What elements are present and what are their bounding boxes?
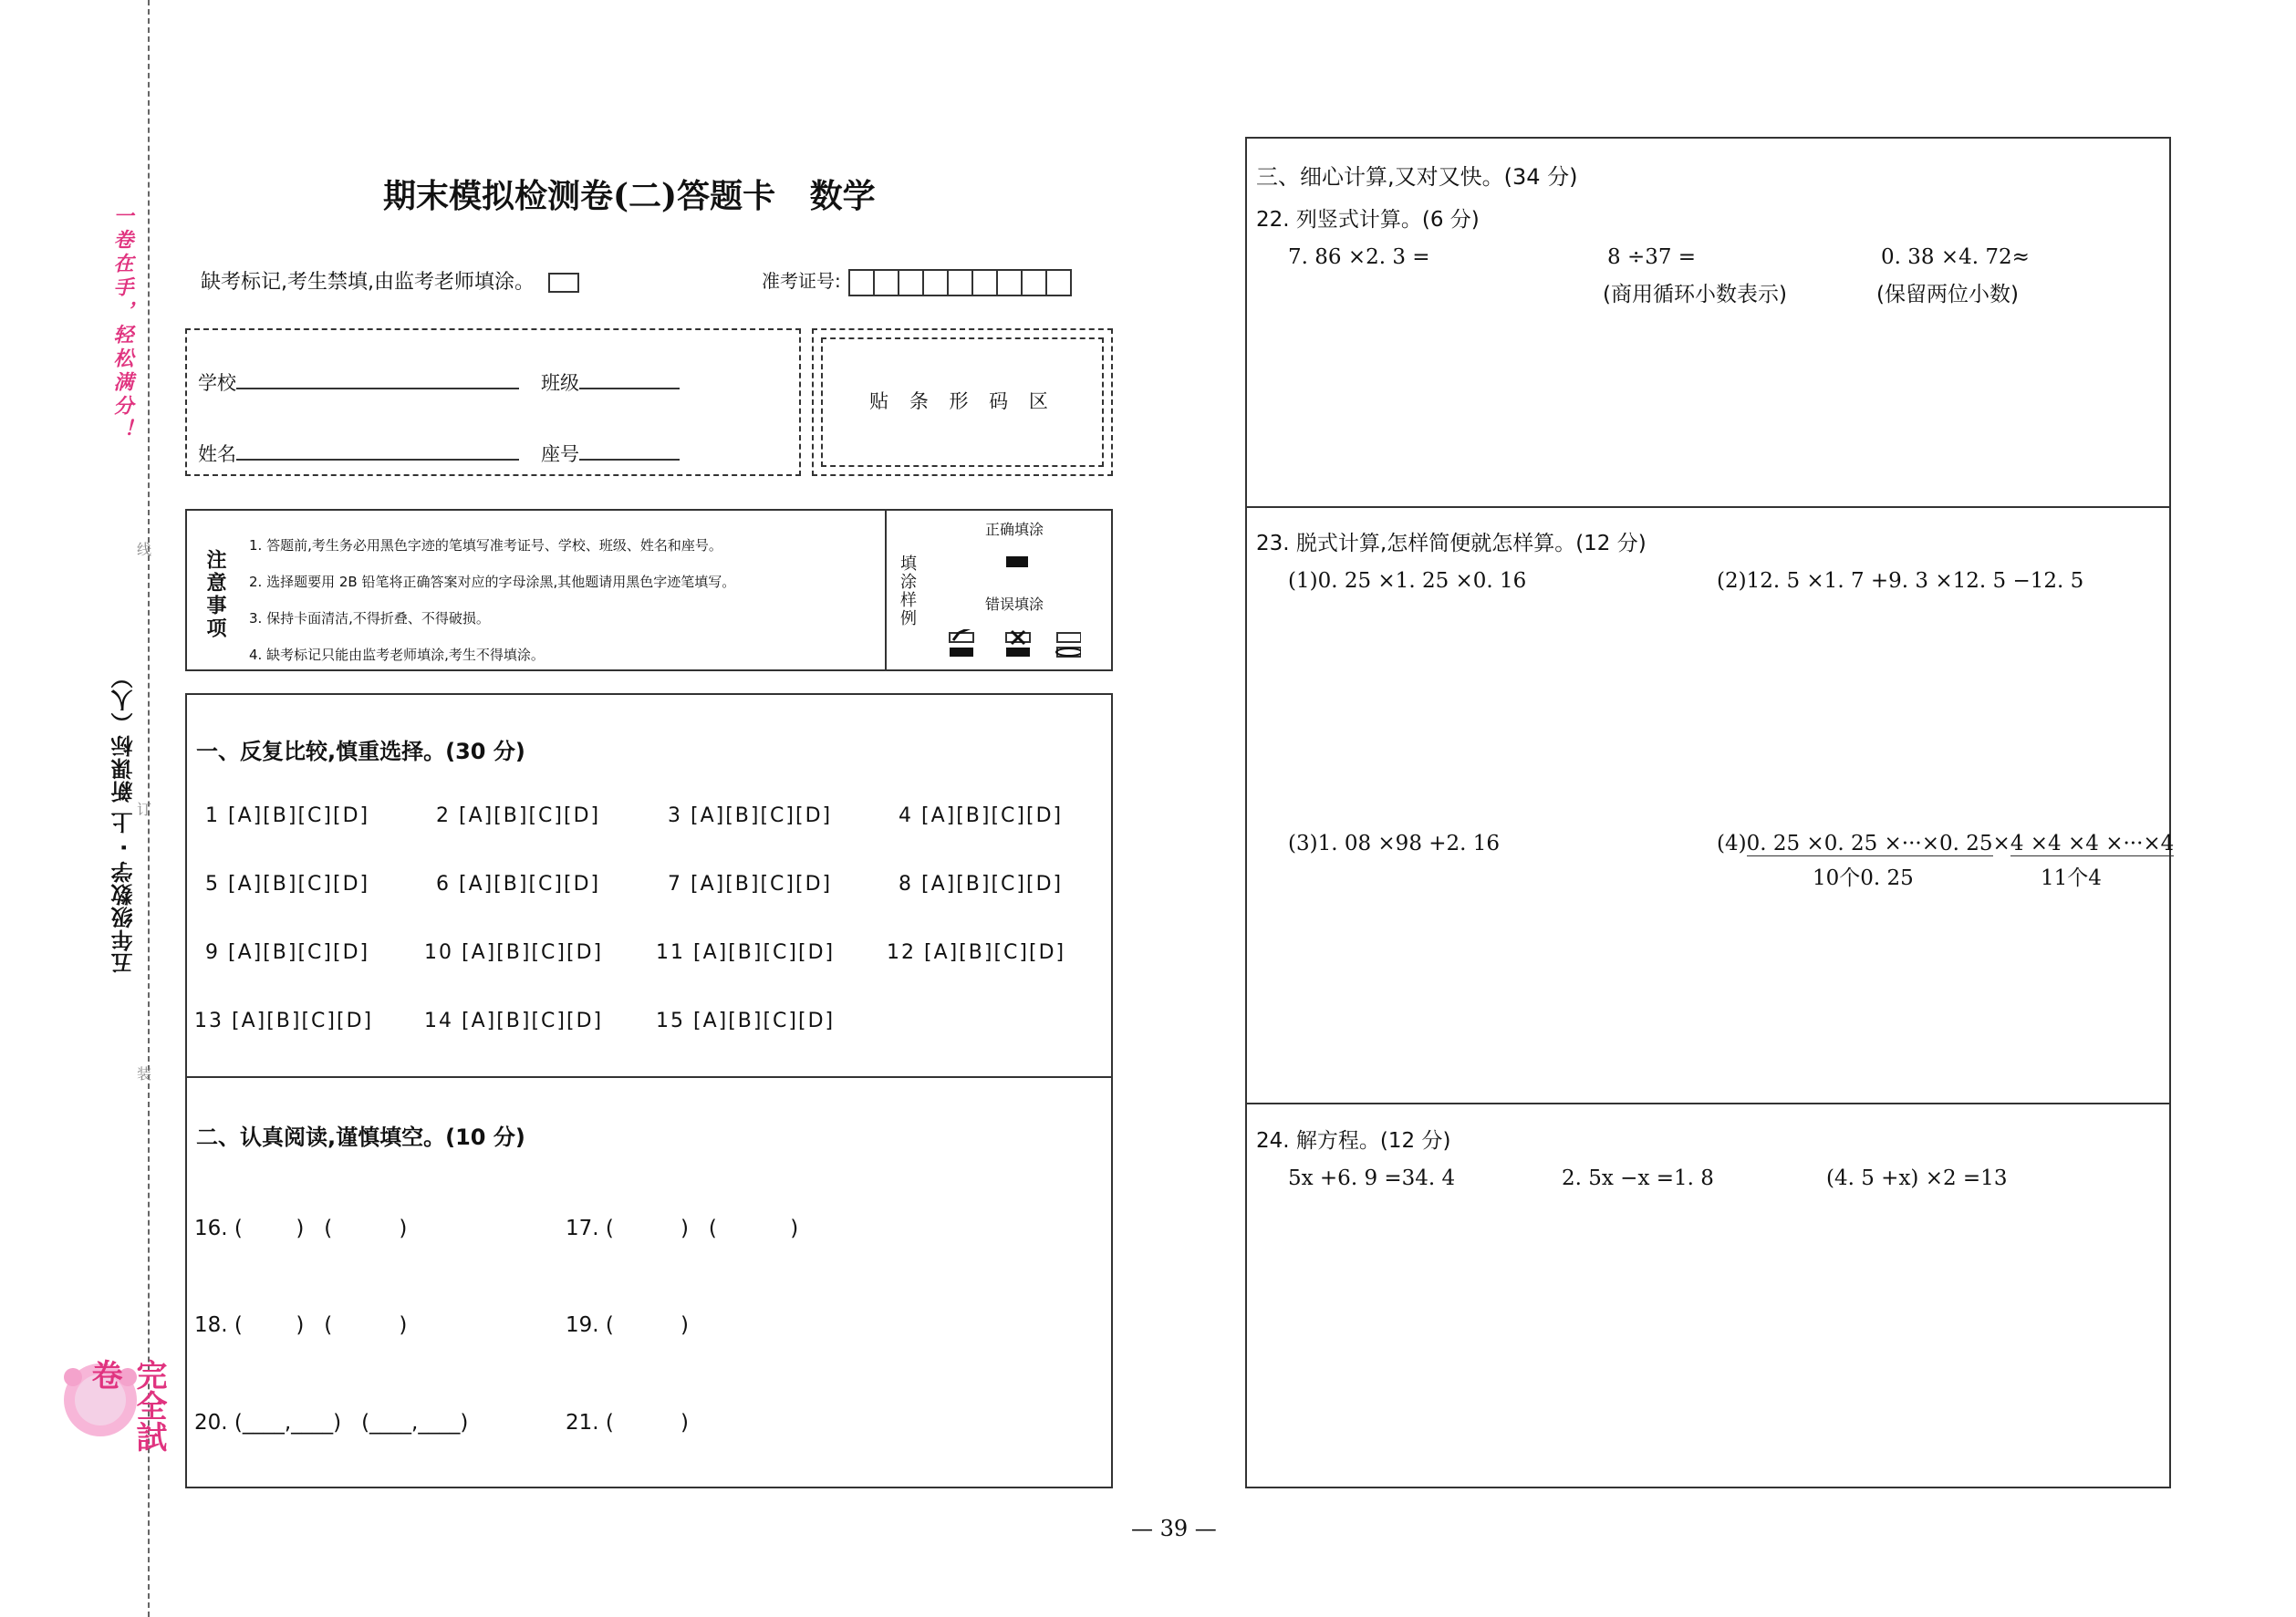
notice-item: 2. 选择题要用 2B 铅笔将正确答案对应的字母涂黑,其他题请用黑色字迹笔填写。 — [249, 574, 736, 590]
absent-mark-box[interactable] — [548, 273, 579, 293]
fill-q19[interactable]: 19. ( ) — [566, 1313, 689, 1337]
school-field[interactable] — [198, 368, 519, 396]
choice-q6[interactable]: 6 [A][B][C][D] — [436, 873, 601, 896]
q23-title: 23. 脱式计算,怎样简便就怎样算。(12 分) — [1256, 532, 1647, 555]
notice-box — [185, 509, 1113, 671]
wrong-fill-label: 错误填涂 — [985, 596, 1044, 613]
class-label: 班级 — [541, 372, 579, 394]
binding-label-order: 订 — [137, 801, 152, 818]
q24-c: (4. 5 +x) ×2 =13 — [1826, 1166, 2008, 1190]
choice-q8[interactable]: 8 [A][B][C][D] — [899, 873, 1064, 896]
student-info-box — [185, 328, 801, 476]
school-label: 学校 — [198, 372, 236, 394]
choice-q9[interactable]: 9 [A][B][C][D] — [205, 941, 370, 964]
choice-q4[interactable]: 4 [A][B][C][D] — [899, 804, 1064, 827]
notice-divider — [885, 511, 887, 671]
q22-c: 0. 38 ×4. 72≈ — [1881, 245, 2030, 269]
fill-q20[interactable]: 20. (____,____) (____,____) — [194, 1411, 469, 1435]
choice-q10[interactable]: 10 [A][B][C][D] — [424, 941, 604, 964]
q23-divider — [1247, 1103, 2169, 1104]
choice-q11[interactable]: 11 [A][B][C][D] — [656, 941, 836, 964]
choice-q2[interactable]: 2 [A][B][C][D] — [436, 804, 601, 827]
section2-title: 二、认真阅读,谨慎填空。(10 分) — [196, 1125, 525, 1150]
sections-1-2-box — [185, 693, 1113, 1488]
barcode-label: 贴 条 形 码 区 — [869, 390, 1055, 412]
q23-1: (1)0. 25 ×1. 25 ×0. 16 — [1288, 569, 1527, 593]
logo-text: 完全試卷 — [86, 1359, 167, 1452]
correct-fill-sample — [1006, 556, 1028, 567]
q24-title: 24. 解方程。(12 分) — [1256, 1129, 1451, 1153]
q23-4 — [1717, 832, 2174, 855]
q23-4-prefix: (4) — [1717, 832, 1747, 855]
q22-b: 8 ÷37 = — [1607, 245, 1697, 269]
q23-4-a-note: 10个0. 25 — [1813, 866, 1914, 890]
choice-q13[interactable]: 13 [A][B][C][D] — [194, 1010, 374, 1032]
fill-q16[interactable]: 16. ( ) ( ) — [194, 1217, 408, 1240]
binding-slogan: 一卷在手，轻松满分！ — [110, 205, 133, 442]
name-label: 姓名 — [198, 443, 236, 465]
fill-q21[interactable]: 21. ( ) — [566, 1411, 689, 1435]
wrong-fill-samples-icon — [944, 629, 1081, 662]
binding-label-line: 线 — [137, 541, 152, 558]
q23-4-mid: × — [1992, 832, 2010, 855]
q22-title: 22. 列竖式计算。(6 分) — [1256, 208, 1480, 232]
section3-box — [1245, 137, 2175, 1488]
q22-divider — [1247, 506, 2169, 508]
section3-title: 三、细心计算,又对又快。(34 分) — [1256, 164, 1578, 190]
binding-label-bind: 装 — [137, 1065, 152, 1083]
seat-label: 座号 — [541, 443, 579, 465]
section1-title: 一、反复比较,慎重选择。(30 分) — [196, 739, 525, 764]
choice-q3[interactable]: 3 [A][B][C][D] — [668, 804, 833, 827]
notice-item: 3. 保持卡面清洁,不得折叠、不得破损。 — [249, 610, 490, 627]
name-field[interactable] — [198, 440, 519, 467]
page-title: 期末模拟检测卷(二)答题卡 数学 — [383, 177, 876, 215]
notice-heading: 注意事项 — [203, 549, 226, 640]
choice-q7[interactable]: 7 [A][B][C][D] — [668, 873, 833, 896]
q23-2: (2)12. 5 ×1. 7 +9. 3 ×12. 5 −12. 5 — [1717, 569, 2084, 593]
barcode-area — [812, 328, 1113, 476]
choice-q5[interactable]: 5 [A][B][C][D] — [205, 873, 370, 896]
q24-a: 5x +6. 9 =34. 4 — [1288, 1166, 1456, 1190]
q23-4-part-b: 4 ×4 ×4 ×···×4 — [2010, 832, 2175, 855]
class-field[interactable] — [541, 368, 680, 396]
fill-q18[interactable]: 18. ( ) ( ) — [194, 1313, 408, 1337]
q24-b: 2. 5x −x =1. 8 — [1562, 1166, 1714, 1190]
choice-q1[interactable]: 1 [A][B][C][D] — [205, 804, 370, 827]
choice-q14[interactable]: 14 [A][B][C][D] — [424, 1010, 604, 1032]
page-number: — 39 — — [1131, 1516, 1217, 1541]
section-divider — [187, 1076, 1111, 1078]
q23-4-part-a: 0. 25 ×0. 25 ×···×0. 25 — [1746, 832, 1993, 855]
choice-q15[interactable]: 15 [A][B][C][D] — [656, 1010, 836, 1032]
book-info: 五年级数学 · 上 新课标（人） — [111, 666, 137, 975]
absent-note — [201, 266, 579, 295]
choice-q12[interactable]: 12 [A][B][C][D] — [887, 941, 1066, 964]
seat-field[interactable] — [541, 440, 680, 467]
fill-q17[interactable]: 17. ( ) ( ) — [566, 1217, 799, 1240]
q22-a: 7. 86 ×2. 3 = — [1288, 245, 1430, 269]
logo — [55, 1350, 167, 1473]
q23-3: (3)1. 08 ×98 +2. 16 — [1288, 832, 1501, 855]
q22-b-note: (商用循环小数表示) — [1603, 283, 1787, 306]
exam-id-cells[interactable] — [850, 270, 1072, 292]
q23-4-b-note: 11个4 — [2041, 866, 2102, 890]
notice-item: 1. 答题前,考生务必用黑色字迹的笔填写准考证号、学校、班级、姓名和座号。 — [249, 537, 722, 554]
fill-sample-heading: 填涂样例 — [898, 555, 917, 627]
notice-item: 4. 缺考标记只能由监考老师填涂,考生不得填涂。 — [249, 647, 545, 663]
q22-c-note: (保留两位小数) — [1876, 283, 2019, 306]
notice-list — [249, 527, 735, 673]
correct-fill-label: 正确填涂 — [985, 521, 1044, 538]
exam-id — [762, 266, 1072, 296]
absent-note-text: 缺考标记,考生禁填,由监考老师填涂。 — [201, 271, 535, 294]
exam-id-label: 准考证号: — [762, 270, 841, 292]
